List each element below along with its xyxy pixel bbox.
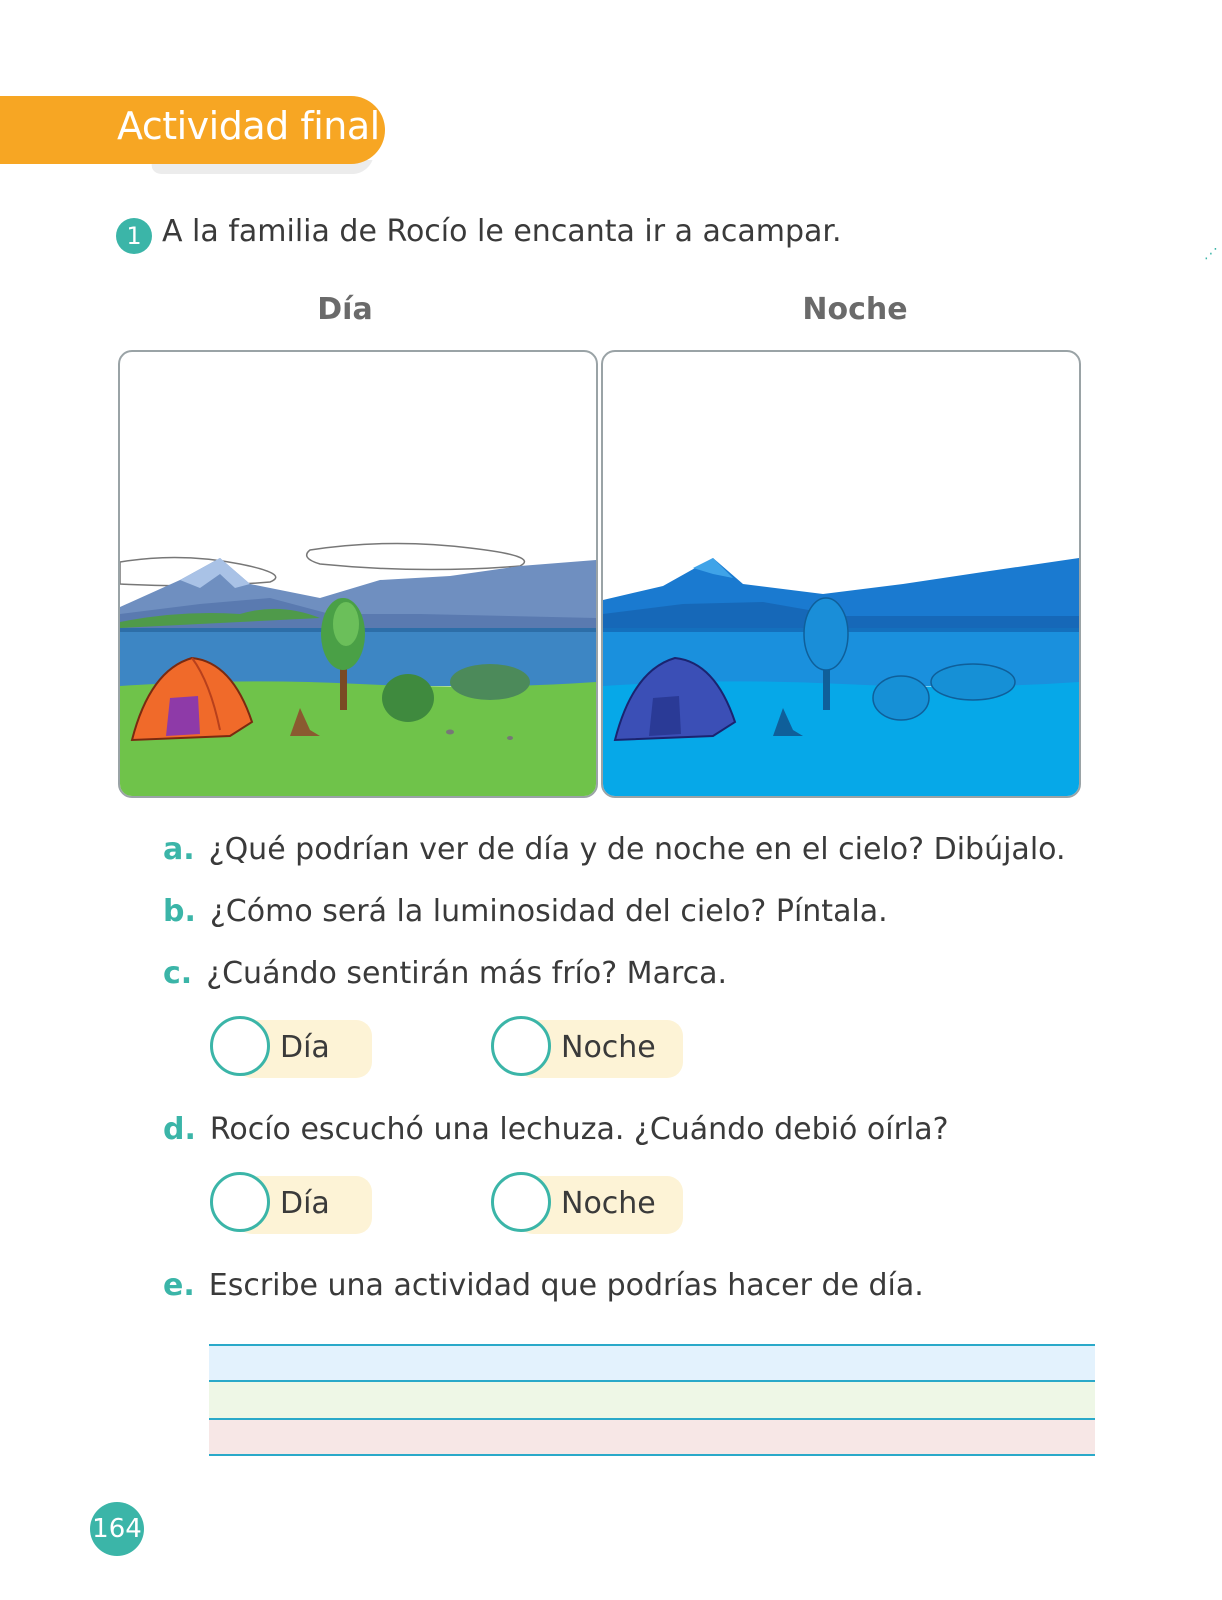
- writing-band-top: [209, 1344, 1095, 1380]
- writing-line: [209, 1454, 1095, 1456]
- item-e: [163, 1268, 924, 1303]
- writing-line: [209, 1418, 1095, 1420]
- question-number-badge: 1: [116, 218, 152, 254]
- night-scene-panel[interactable]: [601, 350, 1081, 798]
- item-c: [163, 956, 727, 991]
- day-panel-label: Día: [317, 292, 373, 327]
- item-letter: c.: [163, 956, 193, 991]
- answer-circle[interactable]: [210, 1172, 270, 1232]
- writing-line: [209, 1380, 1095, 1382]
- item-text: ¿Cómo será la luminosidad del cielo? Píntala.: [209, 894, 888, 929]
- writing-band-bottom: [209, 1418, 1095, 1454]
- writing-band-middle: [209, 1380, 1095, 1418]
- option-label: Día: [280, 1030, 330, 1065]
- item-letter: a.: [163, 832, 195, 867]
- item-b: [163, 894, 888, 929]
- item-letter: e.: [163, 1268, 195, 1303]
- night-panel-label: Noche: [802, 292, 908, 327]
- item-d: [163, 1112, 949, 1147]
- item-letter: b.: [163, 894, 196, 929]
- item-text: ¿Qué podrían ver de día y de noche en el cielo? Dibújalo.: [208, 832, 1066, 867]
- writing-line: [209, 1344, 1095, 1346]
- option-label: Noche: [561, 1030, 656, 1065]
- answer-circle[interactable]: [491, 1172, 551, 1232]
- day-scene-panel[interactable]: [118, 350, 598, 798]
- night-scene-illustration: [603, 352, 1079, 796]
- option-label: Día: [280, 1186, 330, 1221]
- item-a: [163, 832, 1066, 867]
- page-number: 164: [90, 1502, 144, 1556]
- answer-circle[interactable]: [210, 1016, 270, 1076]
- item-letter: d.: [163, 1112, 196, 1147]
- writing-area[interactable]: [209, 1344, 1095, 1456]
- question-statement: A la familia de Rocío le encanta ir a acampar.: [162, 214, 842, 249]
- section-title: Actividad final: [117, 104, 380, 148]
- day-scene-illustration: [120, 352, 596, 796]
- option-label: Noche: [561, 1186, 656, 1221]
- item-text: ¿Cuándo sentirán más frío? Marca.: [206, 956, 728, 991]
- item-text: Escribe una actividad que podrías hacer de día.: [208, 1268, 924, 1303]
- answer-circle[interactable]: [491, 1016, 551, 1076]
- item-text: Rocío escuchó una lechuza. ¿Cuándo debió oírla?: [209, 1112, 949, 1147]
- decorative-dots: ⋰: [1204, 246, 1218, 262]
